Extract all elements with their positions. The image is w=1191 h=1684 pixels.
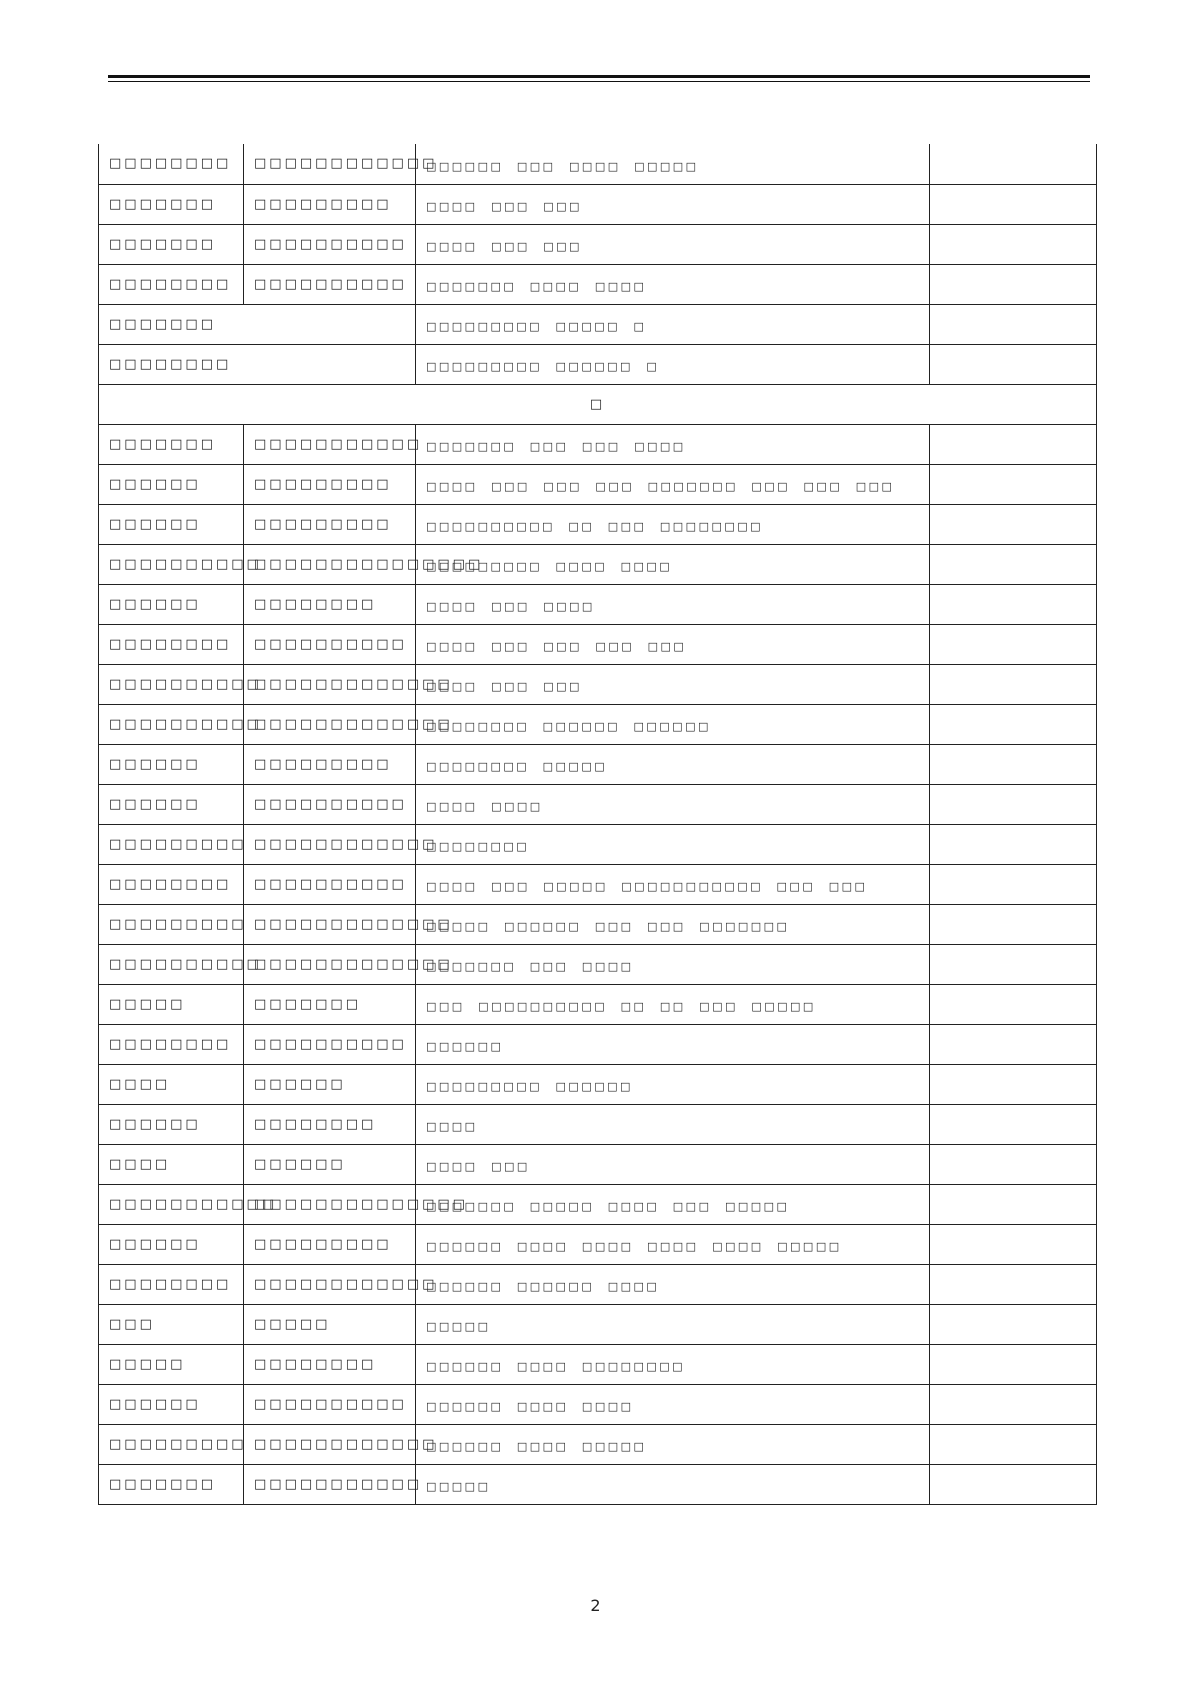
table-row: [99, 1464, 1097, 1504]
name-cell: □□□□□□□□□□: [99, 944, 244, 984]
table-row: [99, 1384, 1097, 1424]
remarks-cell: [930, 1024, 1097, 1064]
description-cell: □□□□□□□ □□□□□ □□□□ □□□ □□□□□: [416, 1184, 930, 1224]
code-cell: □□□□□□□□□□: [244, 784, 416, 824]
table-row: [99, 384, 1097, 424]
code-cell: □□□□□□□□□: [244, 184, 416, 224]
remarks-cell: [930, 224, 1097, 264]
remarks-cell: [930, 664, 1097, 704]
name-cell: □□□□□□: [99, 464, 244, 504]
code-cell: □□□□□□□□□□: [244, 1384, 416, 1424]
remarks-cell: [930, 304, 1097, 344]
description-cell: □□□□□□ □□□□ □□□□□: [416, 1424, 930, 1464]
code-cell: □□□□□□□□: [244, 1344, 416, 1384]
remarks-cell: [930, 1224, 1097, 1264]
description-cell: □□□□ □□□ □□□: [416, 224, 930, 264]
code-cell: □□□□□□□□□□: [244, 624, 416, 664]
remarks-cell: [930, 984, 1097, 1024]
code-cell: □□□□□□□□□□: [244, 264, 416, 304]
name-cell: □□□□: [99, 1064, 244, 1104]
table-row: [99, 664, 1097, 704]
table-row: [99, 584, 1097, 624]
document-table: [98, 144, 1097, 1505]
name-cell: □□□□□□□□: [99, 624, 244, 664]
name-cell: □□□□□□□□□□: [99, 704, 244, 744]
name-cell: □□□□□□□□□: [99, 904, 244, 944]
code-cell: □□□□□□□□□: [244, 504, 416, 544]
code-cell: □□□□□□□□□□□□□: [244, 904, 416, 944]
table-row: [99, 1304, 1097, 1344]
description-cell: □□□□□: [416, 1304, 930, 1344]
remarks-cell: [930, 824, 1097, 864]
description-cell: □□□□□: [416, 1464, 930, 1504]
table-row: [99, 1024, 1097, 1064]
name-cell: □□□□□□□□: [99, 1024, 244, 1064]
name-cell: □□□□□□□: [99, 424, 244, 464]
code-cell: □□□□□□□: [244, 984, 416, 1024]
table-row: [99, 144, 1097, 184]
description-cell: □□□ □□□□□□□□□□ □□ □□ □□□ □□□□□: [416, 984, 930, 1024]
description-cell: □□□□□□□ □□□ □□□□: [416, 944, 930, 984]
code-cell: □□□□□□: [244, 1144, 416, 1184]
table-row: [99, 464, 1097, 504]
merged-name-cell: □□□□□□□: [99, 304, 416, 344]
table-row: [99, 1064, 1097, 1104]
table-row: [99, 1264, 1097, 1304]
remarks-cell: [930, 1464, 1097, 1504]
table-row: [99, 224, 1097, 264]
table-row: [99, 264, 1097, 304]
code-cell: □□□□□□□□□□□□□□: [244, 1184, 416, 1224]
name-cell: □□□: [99, 1304, 244, 1344]
table-row: [99, 824, 1097, 864]
description-cell: □□□□□□□ □□□□ □□□□: [416, 264, 930, 304]
name-cell: □□□□□□: [99, 584, 244, 624]
remarks-cell: [930, 704, 1097, 744]
description-cell: □□□□□□ □□□□ □□□□ □□□□ □□□□ □□□□□: [416, 1224, 930, 1264]
table-row: [99, 984, 1097, 1024]
description-cell: □□□□□□□□□ □□□□□□: [416, 1064, 930, 1104]
name-cell: □□□□□□□□: [99, 144, 244, 184]
table-row: [99, 1224, 1097, 1264]
remarks-cell: [930, 1304, 1097, 1344]
code-cell: □□□□□□□□: [244, 584, 416, 624]
description-cell: □□□□□□ □□□ □□□□ □□□□□: [416, 144, 930, 184]
description-cell: □□□□□ □□□□□□ □□□ □□□ □□□□□□□: [416, 904, 930, 944]
remarks-cell: [930, 784, 1097, 824]
description-cell: □□□□□□ □□□□□□ □□□□: [416, 1264, 930, 1304]
header-rule-thin: [108, 81, 1090, 82]
description-cell: □□□□ □□□ □□□: [416, 184, 930, 224]
code-cell: □□□□□□□□: [244, 1104, 416, 1144]
code-cell: □□□□□□□□□□□□□□□: [244, 544, 416, 584]
code-cell: □□□□□□□□□□: [244, 1024, 416, 1064]
code-cell: □□□□□□□□□□□□□: [244, 944, 416, 984]
remarks-cell: [930, 1384, 1097, 1424]
remarks-cell: [930, 1344, 1097, 1384]
header-rule-thick: [108, 75, 1090, 78]
code-cell: □□□□□□□□□: [244, 1224, 416, 1264]
name-cell: □□□□□□□□□□□: [99, 1184, 244, 1224]
description-cell: □□□□□□□□ □□□□□□ □□□□□□: [416, 704, 930, 744]
remarks-cell: [930, 904, 1097, 944]
name-cell: □□□□□□: [99, 1104, 244, 1144]
name-cell: □□□□□□□□□: [99, 1424, 244, 1464]
remarks-cell: [930, 504, 1097, 544]
name-cell: □□□□□□□□□: [99, 824, 244, 864]
name-cell: □□□□: [99, 1144, 244, 1184]
name-cell: □□□□□□□□: [99, 1264, 244, 1304]
code-cell: □□□□□□□□□□□□□: [244, 704, 416, 744]
code-cell: □□□□□: [244, 1304, 416, 1344]
description-cell: □□□□□□ □□□□ □□□□: [416, 1384, 930, 1424]
remarks-cell: [930, 1104, 1097, 1144]
code-cell: □□□□□□□□□□□: [244, 424, 416, 464]
table-row: [99, 424, 1097, 464]
name-cell: □□□□□□: [99, 1384, 244, 1424]
name-cell: □□□□□□□: [99, 224, 244, 264]
table-row: [99, 704, 1097, 744]
table-row: [99, 544, 1097, 584]
table-row: [99, 904, 1097, 944]
remarks-cell: [930, 744, 1097, 784]
remarks-cell: [930, 544, 1097, 584]
table-row: [99, 1184, 1097, 1224]
table-row: [99, 1424, 1097, 1464]
description-cell: □□□□ □□□□: [416, 784, 930, 824]
remarks-cell: [930, 944, 1097, 984]
code-cell: □□□□□□□□□: [244, 744, 416, 784]
description-cell: □□□□□□□ □□□ □□□ □□□□: [416, 424, 930, 464]
table-row: [99, 304, 1097, 344]
code-cell: □□□□□□□□□□□□□: [244, 664, 416, 704]
merged-name-cell: □□□□□□□□: [99, 344, 416, 384]
name-cell: □□□□□□□□□□: [99, 664, 244, 704]
description-cell: □□□□ □□□ □□□ □□□ □□□: [416, 624, 930, 664]
remarks-cell: [930, 344, 1097, 384]
table-row: [99, 1144, 1097, 1184]
name-cell: □□□□□: [99, 984, 244, 1024]
name-cell: □□□□□□: [99, 1224, 244, 1264]
code-cell: □□□□□□□□□□□□: [244, 144, 416, 184]
description-cell: □□□□□□: [416, 1024, 930, 1064]
description-cell: □□□□ □□□ □□□□□ □□□□□□□□□□□ □□□ □□□: [416, 864, 930, 904]
code-cell: □□□□□□□□□□: [244, 864, 416, 904]
table-body: [99, 144, 1097, 1504]
description-cell: □□□□□□□□□ □□□□□ □: [416, 304, 930, 344]
remarks-cell: [930, 144, 1097, 184]
name-cell: □□□□□□□: [99, 184, 244, 224]
table-row: [99, 864, 1097, 904]
code-cell: □□□□□□□□□□: [244, 224, 416, 264]
table-row: [99, 1344, 1097, 1384]
remarks-cell: [930, 864, 1097, 904]
code-cell: □□□□□□: [244, 1064, 416, 1104]
table-row: [99, 184, 1097, 224]
remarks-cell: [930, 1424, 1097, 1464]
description-cell: □□□□ □□□ □□□ □□□ □□□□□□□ □□□ □□□ □□□: [416, 464, 930, 504]
name-cell: □□□□□□: [99, 784, 244, 824]
section-separator-cell: □: [99, 384, 1097, 424]
code-cell: □□□□□□□□□□□: [244, 1464, 416, 1504]
description-cell: □□□□□□□□□ □□□□ □□□□: [416, 544, 930, 584]
description-cell: □□□□ □□□ □□□: [416, 664, 930, 704]
description-cell: □□□□ □□□ □□□□: [416, 584, 930, 624]
description-cell: □□□□□□□□ □□□□□: [416, 744, 930, 784]
remarks-cell: [930, 1264, 1097, 1304]
table-row: [99, 1104, 1097, 1144]
remarks-cell: [930, 1184, 1097, 1224]
name-cell: □□□□□□: [99, 504, 244, 544]
name-cell: □□□□□□□: [99, 1464, 244, 1504]
code-cell: □□□□□□□□□□□□: [244, 1424, 416, 1464]
name-cell: □□□□□□□□: [99, 264, 244, 304]
remarks-cell: [930, 464, 1097, 504]
remarks-cell: [930, 584, 1097, 624]
description-cell: □□□□ □□□: [416, 1144, 930, 1184]
remarks-cell: [930, 1144, 1097, 1184]
code-cell: □□□□□□□□□: [244, 464, 416, 504]
name-cell: □□□□□□□□: [99, 864, 244, 904]
table-row: [99, 504, 1097, 544]
name-cell: □□□□□□: [99, 744, 244, 784]
description-cell: □□□□□□□□: [416, 824, 930, 864]
remarks-cell: [930, 624, 1097, 664]
table-row: [99, 744, 1097, 784]
description-cell: □□□□□□ □□□□ □□□□□□□□: [416, 1344, 930, 1384]
remarks-cell: [930, 184, 1097, 224]
description-cell: □□□□□□□□□□ □□ □□□ □□□□□□□□: [416, 504, 930, 544]
description-cell: □□□□□□□□□ □□□□□□ □: [416, 344, 930, 384]
code-cell: □□□□□□□□□□□□: [244, 824, 416, 864]
remarks-cell: [930, 424, 1097, 464]
table-row: [99, 624, 1097, 664]
name-cell: □□□□□: [99, 1344, 244, 1384]
page-number: 2: [590, 1596, 601, 1615]
remarks-cell: [930, 264, 1097, 304]
remarks-cell: [930, 1064, 1097, 1104]
table-row: [99, 784, 1097, 824]
table-row: [99, 944, 1097, 984]
description-cell: □□□□: [416, 1104, 930, 1144]
name-cell: □□□□□□□□□□: [99, 544, 244, 584]
table-row: [99, 344, 1097, 384]
code-cell: □□□□□□□□□□□□: [244, 1264, 416, 1304]
